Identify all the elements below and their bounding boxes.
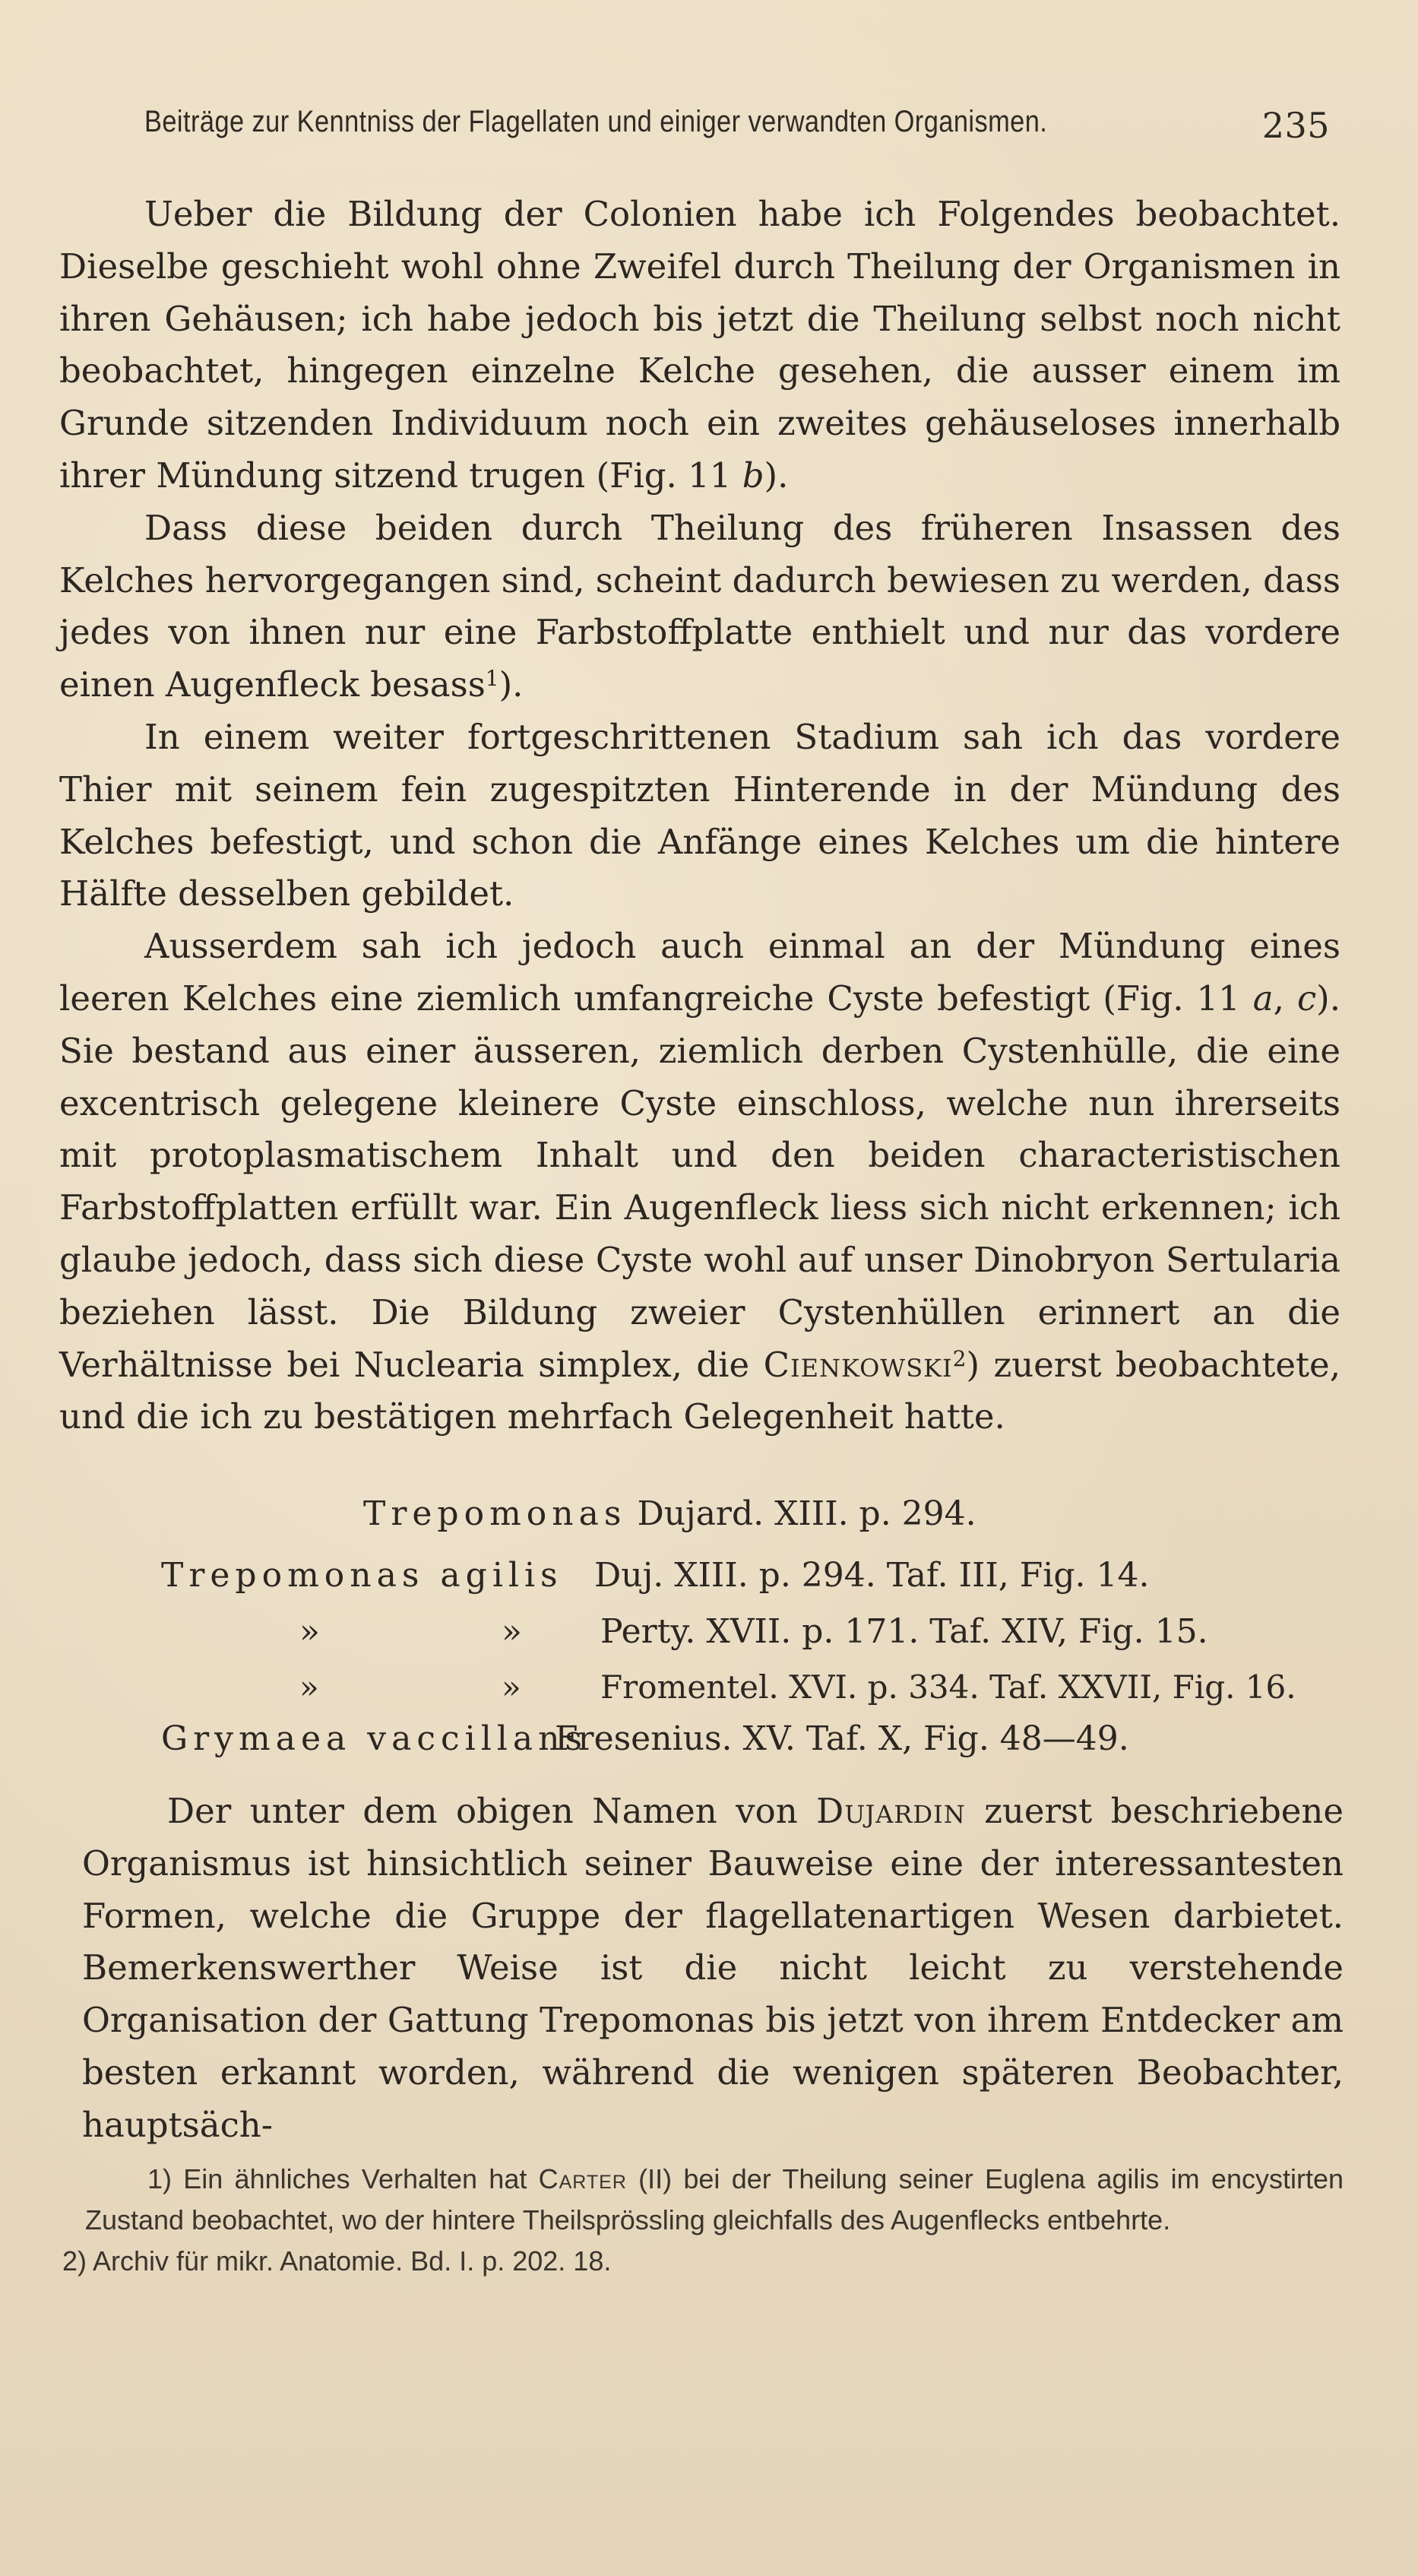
footnote-text: 1) Ein ähnliches Verhalten hat xyxy=(147,2163,539,2194)
footnote-text: 2) Archiv für mikr. Anatomie. Bd. I. p. 202. 18. xyxy=(62,2245,612,2277)
paragraph: In einem weiter fortgeschrittenen Stadium sah ich das vordere Thier mit seinem fein zugespitzten Hinterende in der Mündung des Kelches befestigt, und schon die Anfänge eines Kelches um die hintere Hälfte desselben gebildet. xyxy=(59,716,1340,914)
footnotes xyxy=(62,2159,1344,2282)
synonym-species: Trepomonas agilis xyxy=(161,1556,563,1595)
paragraph-text: ). xyxy=(499,664,524,705)
body-text-section-1 xyxy=(59,189,1340,1443)
running-header xyxy=(144,105,1330,154)
paragraph xyxy=(59,502,1340,711)
paragraph-text: Der unter dem obigen Namen von xyxy=(167,1791,817,1831)
synonym-species: Grymaea vaccillans xyxy=(161,1719,587,1758)
synonym-citation: Fresenius. XV. Taf. X, Fig. 48—49. xyxy=(555,1719,1129,1758)
author-name: Cienkowski xyxy=(763,1344,953,1385)
paragraph xyxy=(59,920,1340,1443)
synonym-citation: Perty. XVII. p. 171. Taf. XIV, Fig. 15. xyxy=(600,1612,1208,1651)
author-name: Dujardin xyxy=(816,1791,966,1831)
body-text-section-2 xyxy=(82,1785,1344,2152)
ditto-mark: » xyxy=(299,1668,319,1706)
ditto-mark: » xyxy=(299,1612,320,1651)
paragraph-text: zuerst beschriebene Organismus ist hinsichtlich seiner Bauweise eine der interessantesten Formen, welche die Gruppe der flagellatenartigen Wesen darbietet. Bemerkenswerther Weise ist die nicht leicht zu verstehende Organisation der Gattung Trepomonas bis jetzt von ihrem Entdecker am besten erkannt worden, während die wenigen späteren Beobachter, hauptsäch- xyxy=(82,1791,1344,2145)
genus-name: Trepomonas xyxy=(363,1494,627,1533)
paragraph xyxy=(59,189,1340,502)
synonym-citation: Duj. XIII. p. 294. Taf. III, Fig. 14. xyxy=(594,1556,1150,1595)
paragraph-text: ). Sie bestand aus einer äusseren, ziemlich derben Cystenhülle, die eine excentrisch gelegene kleinere Cyste einschloss, welche nun ihrerseits mit protoplasmatischem Inhalt und den beiden characteristischen Farbstoffplatten erfüllt war. Ein Augenfleck liess sich nicht erkennen; ich glaube jedoch, dass sich diese Cyste wohl auf unser Dinobryon Sertularia beziehen lässt. Die Bildung zweier Cystenhüllen erinnert an die Verhältnisse bei Nuclearia simplex, die xyxy=(59,977,1341,1385)
page-number: 235 xyxy=(1261,105,1330,146)
footnote xyxy=(0,2159,1344,2241)
ditto-mark: » xyxy=(502,1612,522,1651)
footnote-ref: 2 xyxy=(952,1345,967,1371)
paragraph-text: ). xyxy=(764,455,789,496)
paragraph-text: ) zuerst beobachtete, und die ich zu bestätigen mehrfach Gelegenheit hatte. xyxy=(59,1344,1340,1437)
paragraph-text: , xyxy=(1273,977,1297,1019)
figure-label: c xyxy=(1296,977,1317,1019)
footnote xyxy=(62,2241,1344,2282)
genus-citation: Dujard. XIII. p. 294. xyxy=(626,1494,976,1533)
author-name: Carter xyxy=(538,2163,627,2194)
figure-label: b xyxy=(742,455,764,496)
footnote-ref: 1 xyxy=(485,666,499,692)
paragraph xyxy=(82,1785,1344,2152)
footnote-text: (II) bei der Theilung seiner Euglena agilis im encystirten Zustand beobachtet, wo der hintere Theilsprössling gleichfalls des Augenflecks entbehrte. xyxy=(85,2163,1344,2235)
paragraph-text: Ausserdem sah ich jedoch auch einmal an der Mündung eines leeren Kelches eine ziemlich umfangreiche Cyste befestigt (Fig. 11 xyxy=(59,926,1340,1019)
synonym-citation: Fromentel. XVI. p. 334. Taf. XXVII, Fig. 16. xyxy=(600,1668,1296,1706)
figure-label: a xyxy=(1252,977,1274,1019)
running-title: Beiträge zur Kenntniss der Flagellaten und einiger verwandten Organismen. xyxy=(144,105,1048,138)
ditto-mark: » xyxy=(502,1668,521,1706)
paragraph-text: Dass diese beiden durch Theilung des früheren Insassen des Kelches hervorgegangen sind, scheint dadurch bewiesen zu werden, dass jedes von ihnen nur eine Farbstoffplatte enthielt und nur das vordere einen Augenfleck besass xyxy=(59,507,1340,705)
paragraph-text: Ueber die Bildung der Colonien habe ich Folgendes beobachtet. Dieselbe geschieht wohl ohne Zweifel durch Theilung der Organismen in ihren Gehäusen; ich habe jedoch bis jetzt die Theilung selbst noch nicht beobachtet, hingegen einzelne Kelche gesehen, die ausser einem im Grunde sitzenden Individuum noch ein zweites gehäuseloses innerhalb ihrer Mündung sitzend trugen (Fig. 11 xyxy=(59,194,1340,496)
